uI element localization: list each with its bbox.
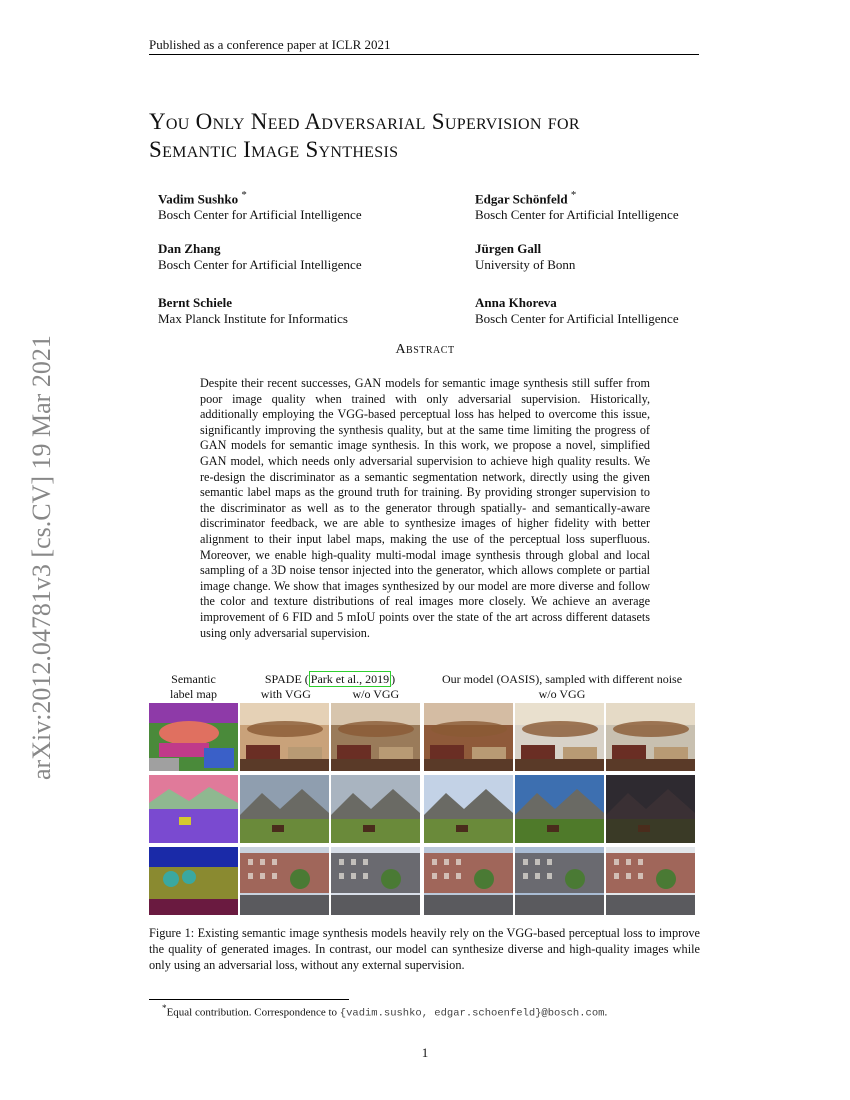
author-affiliation: University of Bonn — [475, 257, 576, 272]
footnote-emails[interactable]: {vadim.sushko, edgar.schoenfeld}@bosch.com — [339, 1007, 605, 1020]
author-block — [475, 295, 679, 327]
figure-caption: Figure 1: Existing semantic image synthesis models heavily rely on the VGG-based perceptual loss to improve the quality of generated images. In contrast, our model can synthesize diverse and high-quality images while only using an adversarial loss, without any external supervision. — [149, 926, 700, 972]
author-affiliation: Bosch Center for Artificial Intelligence — [158, 257, 362, 272]
semantic-label-map-image — [149, 775, 238, 843]
synthesized-image — [240, 847, 329, 915]
semantic-label-map-image — [149, 847, 238, 915]
fig-label-line: Semantic — [171, 672, 216, 686]
author-affiliation: Bosch Center for Artificial Intelligence — [475, 311, 679, 326]
citation-link[interactable]: Park et al., 2019 — [310, 672, 390, 686]
author-block — [475, 241, 575, 273]
synthesized-image — [331, 775, 420, 843]
abstract-heading: Abstract — [395, 342, 455, 357]
arxiv-sidebar — [8, 290, 58, 780]
author-block — [158, 187, 362, 223]
author-block — [158, 241, 362, 273]
page-header: Published as a conference paper at ICLR 2021 — [149, 37, 391, 52]
author-name: Dan Zhang — [158, 241, 221, 256]
synthesized-image — [606, 703, 695, 771]
synthesized-image — [515, 775, 604, 843]
synthesized-image — [331, 847, 420, 915]
footnote-text: Equal contribution. Correspondence to — [166, 1006, 340, 1019]
author-affiliation: Bosch Center for Artificial Intelligence — [158, 207, 362, 223]
fig-label-semantic — [149, 672, 238, 702]
arxiv-id: arXiv:2012.04781v3 [cs.CV] 19 Mar 2021 — [27, 335, 56, 780]
author-affiliation: Bosch Center for Artificial Intelligence — [475, 207, 679, 223]
author-name: Anna Khoreva — [475, 295, 557, 310]
fig-label-with-vgg: with VGG — [260, 687, 311, 701]
semantic-label-map-image — [149, 703, 238, 771]
author-affiliation: Max Planck Institute for Informatics — [158, 311, 348, 326]
page-number: 1 — [421, 1045, 429, 1060]
fig-label-text: ) — [391, 672, 396, 686]
author-name: Vadim Sushko — [158, 191, 239, 207]
fig-label-line: w/o VGG — [538, 687, 586, 701]
footnote-mark: * — [162, 1003, 167, 1013]
title-line-2: Semantic Image Synthesis — [149, 137, 399, 162]
abstract-text: Despite their recent successes, GAN models for semantic image synthesis still suffer from poor image quality when trained with only adversarial supervision. Historically, additionally employing the VGG-based perceptual loss has helped to overcome this issue, significantly improving the synthesis quality, but at the same time limiting the progress of GAN models for semantic image synthesis. In this work, we propose a novel, simplified GAN model, which needs only adversarial supervision to achieve high quality results. We re-design the discriminator as a semantic segmentation network, directly using the given semantic label maps as the ground truth for training. By providing stronger supervision to the discriminator as well as to the generator through spatially- and semantically-aware discriminator feedback, we are able to synthesize images of higher fidelity with better alignment to their input label maps, making the use of the perceptual loss superfluous. Moreover, we enable high-quality multi-modal image synthesis through global and local sampling of a 3D noise tensor injected into the generator, which allows complete or partial image change. We show that images synthesized by our model are more diverse and follow the color and texture distributions of real images more closely. We achieve an average improvement of 6 FID and 5 mIoU points over the state of the art across different datasets using only adversarial supervision. — [200, 376, 650, 640]
header-rule — [149, 54, 699, 55]
footnote-end: . — [604, 1006, 608, 1019]
synthesized-image — [331, 703, 420, 771]
synthesized-image — [606, 847, 695, 915]
synthesized-image — [515, 847, 604, 915]
author-block — [475, 187, 679, 223]
fig-label-spade — [240, 672, 420, 702]
paper-title — [149, 108, 580, 164]
author-mark: * — [241, 189, 247, 201]
synthesized-image — [424, 703, 513, 771]
fig-label-without-vgg: w/o VGG — [352, 687, 400, 701]
fig-label-text: SPADE ( — [264, 672, 309, 686]
fig-label-line: label map — [170, 687, 217, 701]
synthesized-image — [515, 703, 604, 771]
synthesized-image — [424, 847, 513, 915]
title-line-1: You Only Need Adversarial Supervision for — [149, 109, 580, 134]
synthesized-image — [240, 703, 329, 771]
footnote — [162, 1003, 607, 1020]
fig-label-line: Our model (OASIS), sampled with different noise — [441, 672, 683, 686]
synthesized-image — [240, 775, 329, 843]
footnote-rule — [149, 999, 349, 1000]
author-block — [158, 295, 348, 327]
author-name: Edgar Schönfeld — [475, 191, 568, 207]
synthesized-image — [424, 775, 513, 843]
synthesized-image — [606, 775, 695, 843]
author-mark: * — [570, 189, 577, 201]
fig-label-ours — [424, 672, 700, 702]
author-name: Jürgen Gall — [475, 241, 542, 256]
abstract-body — [200, 376, 650, 641]
author-name: Bernt Schiele — [158, 295, 233, 310]
